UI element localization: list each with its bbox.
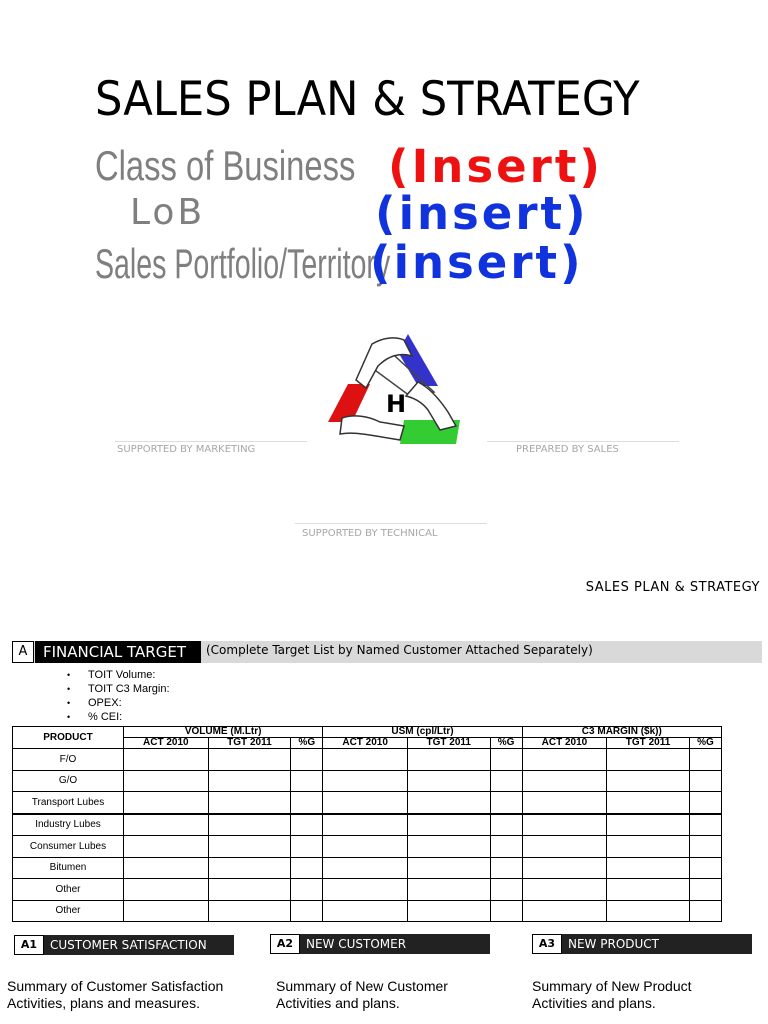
table-cell[interactable] [522,857,607,879]
table-cell[interactable] [208,814,291,836]
class-of-business-value: (Insert) [388,140,603,193]
table-cell[interactable] [291,900,323,922]
table-cell[interactable] [124,836,209,858]
section-a1-summary [7,978,223,1012]
supported-by-technical: SUPPORTED BY TECHNICAL [302,528,438,539]
table-cell[interactable] [124,857,209,879]
table-cell[interactable] [689,792,721,814]
sales-portfolio-label: Sales Portfolio/Territory [95,240,391,287]
lob-label: LoB [130,192,206,233]
row-label: Bitumen [13,857,124,879]
table-cell[interactable] [208,792,291,814]
table-row [13,749,722,771]
cover-title: SALES PLAN & STRATEGY [95,72,640,127]
table-row [13,814,722,836]
table-cell[interactable] [208,879,291,901]
table-cell[interactable] [323,792,408,814]
table-cell[interactable] [291,814,323,836]
table-cell[interactable] [522,792,607,814]
table-cell[interactable] [490,770,522,792]
table-cell[interactable] [323,814,408,836]
summary-line: Summary of New Customer [276,978,448,994]
table-cell[interactable] [124,792,209,814]
table-cell[interactable] [522,814,607,836]
financial-bullet-list [55,668,170,724]
section-a2-title: NEW CUSTOMER [300,934,490,954]
summary-line: Activities, plans and measures. [7,995,200,1011]
col-act-2010: ACT 2010 [522,738,607,749]
table-cell[interactable] [407,879,490,901]
table-cell[interactable] [522,879,607,901]
table-cell[interactable] [689,857,721,879]
table-row [13,836,722,858]
table-cell[interactable] [407,792,490,814]
row-label: Industry Lubes [13,814,124,836]
table-cell[interactable] [522,749,607,771]
table-cell[interactable] [407,857,490,879]
table-row [13,792,722,814]
table-cell[interactable] [607,749,690,771]
table-cell[interactable] [607,814,690,836]
logo-letter: H [386,390,407,418]
table-cell[interactable] [291,857,323,879]
table-cell[interactable] [323,770,408,792]
table-cell[interactable] [208,900,291,922]
prepared-by-sales: PREPARED BY SALES [516,444,619,455]
section-a1-title: CUSTOMER SATISFACTION [44,935,234,955]
table-cell[interactable] [607,836,690,858]
table-cell[interactable] [689,900,721,922]
section-a2-letter: A2 [270,934,300,954]
table-cell[interactable] [208,857,291,879]
bullet-toit-c3-margin: • TOIT C3 Margin: [88,682,170,696]
sales-signature-line [487,441,679,442]
table-cell[interactable] [323,857,408,879]
table-cell[interactable] [522,836,607,858]
row-label: G/O [13,770,124,792]
col-pct-g: %G [490,738,522,749]
table-cell[interactable] [291,836,323,858]
lob-value: (insert) [375,187,589,240]
table-cell[interactable] [689,749,721,771]
technical-signature-line [295,523,487,524]
table-cell[interactable] [124,770,209,792]
product-header: PRODUCT [13,727,124,749]
section-a3-title: NEW PRODUCT [562,934,752,954]
table-cell[interactable] [490,836,522,858]
summary-line: Summary of Customer Satisfaction [7,978,224,994]
bullet-opex: • OPEX: [88,696,170,710]
table-cell[interactable] [124,814,209,836]
col-tgt-2011: TGT 2011 [407,738,490,749]
table-cell[interactable] [323,900,408,922]
row-label: F/O [13,749,124,771]
table-cell[interactable] [607,770,690,792]
col-pct-g: %G [291,738,323,749]
col-act-2010: ACT 2010 [323,738,408,749]
col-act-2010: ACT 2010 [124,738,209,749]
volume-group-header: VOLUME (M.Ltr) [124,727,323,738]
table-cell[interactable] [607,879,690,901]
table-cell[interactable] [407,836,490,858]
marketing-signature-line [115,441,307,442]
page-header: SALES PLAN & STRATEGY [585,580,760,595]
table-cell[interactable] [490,749,522,771]
table-cell[interactable] [407,749,490,771]
table-cell[interactable] [407,770,490,792]
financial-target-table [12,726,722,922]
table-cell[interactable] [490,857,522,879]
row-label: Other [13,879,124,901]
table-row [13,879,722,901]
row-label: Consumer Lubes [13,836,124,858]
table-cell[interactable] [291,792,323,814]
col-pct-g: %G [689,738,721,749]
table-cell[interactable] [490,879,522,901]
table-cell[interactable] [208,749,291,771]
bullet-cei: • % CEI: [88,710,170,724]
table-cell[interactable] [522,900,607,922]
table-cell[interactable] [124,879,209,901]
usm-group-header: USM (cpl/Ltr) [323,727,522,738]
summary-line: Summary of New Product [532,978,692,994]
table-cell[interactable] [208,836,291,858]
supported-by-marketing: SUPPORTED BY MARKETING [117,444,256,455]
section-a-note: (Complete Target List by Named Customer Attached Separately) [206,643,593,657]
table-cell[interactable] [689,836,721,858]
col-tgt-2011: TGT 2011 [607,738,690,749]
table-cell[interactable] [291,749,323,771]
table-cell[interactable] [323,749,408,771]
table-cell[interactable] [291,770,323,792]
class-of-business-label: Class of Business [95,142,356,189]
section-a-title: FINANCIAL TARGET [35,641,201,663]
table-cell[interactable] [407,814,490,836]
hands-triangle-logo [322,322,462,446]
section-a3-summary [532,978,692,1012]
table-row [13,857,722,879]
section-a3-letter: A3 [532,934,562,954]
table-cell[interactable] [607,792,690,814]
table-cell[interactable] [522,770,607,792]
table-cell[interactable] [124,749,209,771]
table-cell[interactable] [490,900,522,922]
table-cell[interactable] [291,879,323,901]
c3-margin-group-header: C3 MARGIN ($k)) [522,727,721,738]
table-cell[interactable] [490,814,522,836]
table-cell[interactable] [124,900,209,922]
table-cell[interactable] [689,879,721,901]
bullet-toit-volume: • TOIT Volume: [88,668,170,682]
section-a2-summary [276,978,448,1012]
table-row [13,770,722,792]
section-a1-letter: A1 [14,935,44,955]
table-cell[interactable] [490,792,522,814]
table-cell[interactable] [407,900,490,922]
table-row [13,900,722,922]
row-label: Transport Lubes [13,792,124,814]
table-cell[interactable] [323,836,408,858]
table-cell[interactable] [323,879,408,901]
section-a-letter: A [12,641,34,663]
summary-line: Activities and plans. [532,995,656,1011]
table-cell[interactable] [607,857,690,879]
table-cell[interactable] [689,814,721,836]
table-cell[interactable] [689,770,721,792]
table-cell[interactable] [208,770,291,792]
col-tgt-2011: TGT 2011 [208,738,291,749]
sales-portfolio-value: (insert) [370,236,584,289]
row-label: Other [13,900,124,922]
summary-line: Activities and plans. [276,995,400,1011]
table-cell[interactable] [607,900,690,922]
